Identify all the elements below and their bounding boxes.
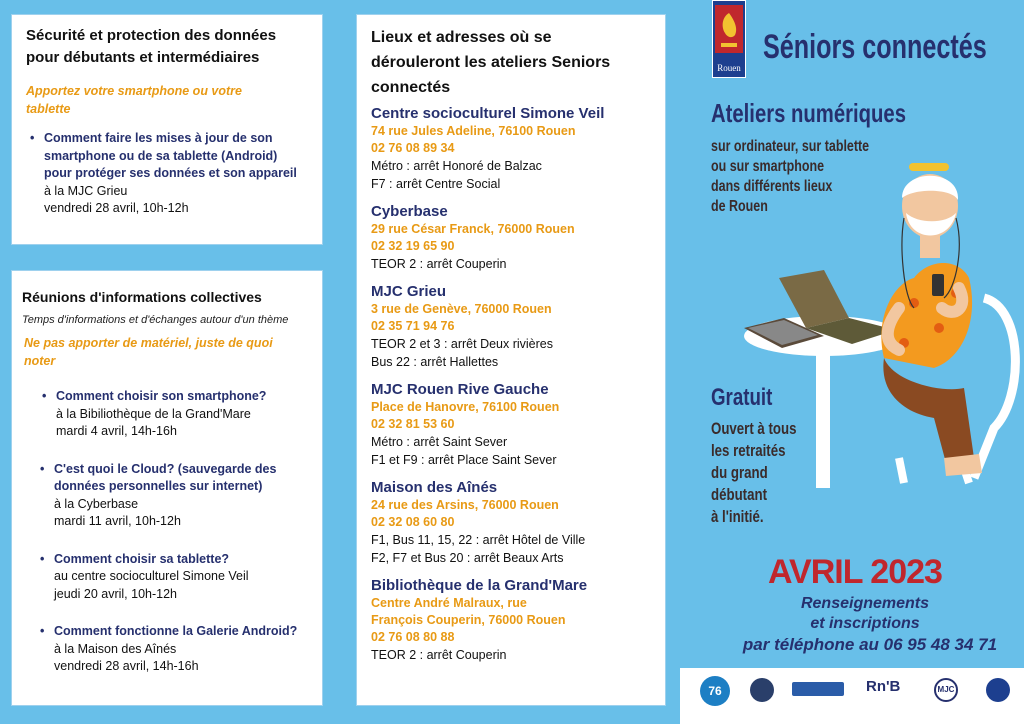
panel-locations xyxy=(356,14,666,706)
list-item xyxy=(38,388,312,441)
item-place: à la Cyberbase xyxy=(54,496,139,511)
location-item xyxy=(371,104,651,193)
item-place: à la Bibiliothèque de la Grand'Mare xyxy=(56,406,251,421)
bullet-icon: • xyxy=(40,624,45,638)
panel-locations-title: Lieux et adresses où se dérouleront les ateliers Seniors connectés xyxy=(371,29,611,96)
item-question: Comment choisir son smartphone? xyxy=(56,389,267,403)
description-line: ou sur smartphone xyxy=(711,158,825,175)
location-item xyxy=(371,478,651,567)
partner-logo-text: 76 xyxy=(708,684,722,698)
location-phone: 02 76 08 80 88 xyxy=(371,630,455,644)
location-address: Place de Hanovre, 76100 Rouen xyxy=(371,400,560,414)
audience-line: débutant xyxy=(711,485,767,504)
audience-line: à l'initié. xyxy=(711,507,764,526)
location-name: Cyberbase xyxy=(371,203,448,220)
item-place: au centre socioculturel Simone Veil xyxy=(54,569,249,583)
month-label: AVRIL 2023 xyxy=(768,553,942,591)
item-date: mardi 4 avril, 14h-16h xyxy=(56,424,177,438)
cover-title: Séniors connectés xyxy=(763,28,987,66)
bullet-icon: • xyxy=(30,131,35,145)
description-line: sur ordinateur, sur tablette xyxy=(711,138,870,155)
location-transport: F1 et F9 : arrêt Place Saint Sever xyxy=(371,453,557,467)
item-place: à la Maison des Aînés xyxy=(54,641,177,656)
info-line: et inscriptions xyxy=(810,615,920,632)
description-line: dans différents lieux xyxy=(711,178,833,195)
list-item xyxy=(36,461,312,531)
panel-meetings-title: Réunions d'informations collectives xyxy=(22,289,262,305)
item-question: Comment faire les mises à jour de son smartphone ou de sa tablette (Android) pour protéger ses données et son appareil xyxy=(44,131,297,180)
location-transport: TEOR 2 : arrêt Couperin xyxy=(371,648,507,662)
item-question: C'est quoi le Cloud? (sauvegarde des données personnelles sur internet) xyxy=(54,461,277,493)
location-item xyxy=(371,282,651,371)
location-transport: Métro : arrêt Saint Sever xyxy=(371,435,508,449)
location-transport: F1, Bus 11, 15, 22 : arrêt Hôtel de Ville xyxy=(371,533,586,547)
lion-crest-icon xyxy=(713,3,745,57)
location-transport: Bus 22 : arrêt Hallettes xyxy=(371,355,499,369)
item-date: jeudi 20 avril, 10h-12h xyxy=(54,586,177,601)
partner-logo-text: MJC xyxy=(937,685,955,694)
location-address: 3 rue de Genève, 76000 Rouen xyxy=(371,302,552,316)
item-place: à la MJC Grieu xyxy=(44,183,128,198)
free-label: Gratuit xyxy=(711,384,773,411)
location-transport: F2, F7 et Bus 20 : arrêt Beaux Arts xyxy=(371,551,564,565)
audience-line: Ouvert à tous xyxy=(711,419,797,438)
rouen-logo-text: Rouen xyxy=(717,63,741,73)
location-address: 74 rue Jules Adeline, 76100 Rouen xyxy=(371,124,576,138)
partner-round-logo xyxy=(750,678,774,702)
audience-line: du grand xyxy=(711,463,768,482)
cover-panel xyxy=(680,0,1024,724)
location-phone: 02 32 08 60 80 xyxy=(371,515,455,529)
location-phone: 02 76 08 89 34 xyxy=(371,141,455,155)
location-address: Centre André Malraux, rue François Couperin, 76000 Rouen xyxy=(371,596,566,627)
rouen-logo xyxy=(712,0,746,78)
location-transport: TEOR 2 et 3 : arrêt Deux rivières xyxy=(371,337,554,351)
location-phone: 02 32 81 53 60 xyxy=(371,417,455,431)
rnb-logo xyxy=(866,678,900,695)
description-line: de Rouen xyxy=(711,198,768,215)
panel-security xyxy=(11,14,323,245)
list-item xyxy=(26,130,308,218)
location-transport: TEOR 2 : arrêt Couperin xyxy=(371,257,507,271)
audience-text xyxy=(711,418,796,528)
location-name: Maison des Aînés xyxy=(371,479,498,496)
mjc-logo xyxy=(934,678,958,702)
location-item xyxy=(371,380,651,469)
location-address: 29 rue César Franck, 76000 Rouen xyxy=(371,222,575,236)
bullet-icon: • xyxy=(40,461,45,476)
info-line: Renseignements xyxy=(800,595,930,612)
bullet-icon: • xyxy=(40,551,45,566)
location-transport: F7 : arrêt Centre Social xyxy=(371,177,501,191)
clic-des-aines-logo xyxy=(792,682,844,696)
cover-subtitle: Ateliers numériques xyxy=(711,98,906,128)
location-item xyxy=(371,202,651,273)
audience-line: les retraités xyxy=(711,441,786,460)
location-phone: 02 35 71 94 76 xyxy=(371,319,455,333)
item-question: Comment choisir sa tablette? xyxy=(54,551,230,566)
item-question: Comment fonctionne la Galerie Android? xyxy=(54,624,298,638)
item-date: mardi 11 avril, 10h-12h xyxy=(54,514,181,528)
partner-logos-strip xyxy=(680,668,1024,724)
info-phone: par téléphone au 06 95 48 34 71 xyxy=(742,635,998,654)
location-item xyxy=(371,576,651,664)
panel-security-title: Sécurité et protection des données pour débutants et intermédiaires xyxy=(26,27,277,66)
info-text xyxy=(720,594,1010,656)
location-phone: 02 32 19 65 90 xyxy=(371,239,455,253)
partner-logo-text: Rn'B xyxy=(866,678,901,695)
list-item xyxy=(36,551,312,604)
location-name: Bibliothèque de la Grand'Mare xyxy=(371,577,588,594)
location-name: MJC Grieu xyxy=(371,283,447,300)
panel-meetings xyxy=(11,270,323,706)
location-address: 24 rue des Arsins, 76000 Rouen xyxy=(371,498,559,512)
bullet-icon: • xyxy=(42,389,47,403)
list-item xyxy=(36,623,312,676)
panel-meetings-subtitle: Temps d'informations et d'échanges autour d'un thème xyxy=(22,314,289,326)
panel-security-note: Apportez votre smartphone ou votre tablette xyxy=(26,84,242,116)
location-transport: Métro : arrêt Honoré de Balzac xyxy=(371,159,542,173)
item-date: vendredi 28 avril, 10h-12h xyxy=(44,201,189,215)
partner-round-logo xyxy=(986,678,1010,702)
location-name: Centre socioculturel Simone Veil xyxy=(371,105,605,122)
seine-maritime-logo xyxy=(700,676,730,706)
location-name: MJC Rouen Rive Gauche xyxy=(371,381,549,398)
item-date: vendredi 28 avril, 14h-16h xyxy=(54,659,199,673)
panel-meetings-note: Ne pas apporter de matériel, juste de quoi noter xyxy=(24,336,273,368)
